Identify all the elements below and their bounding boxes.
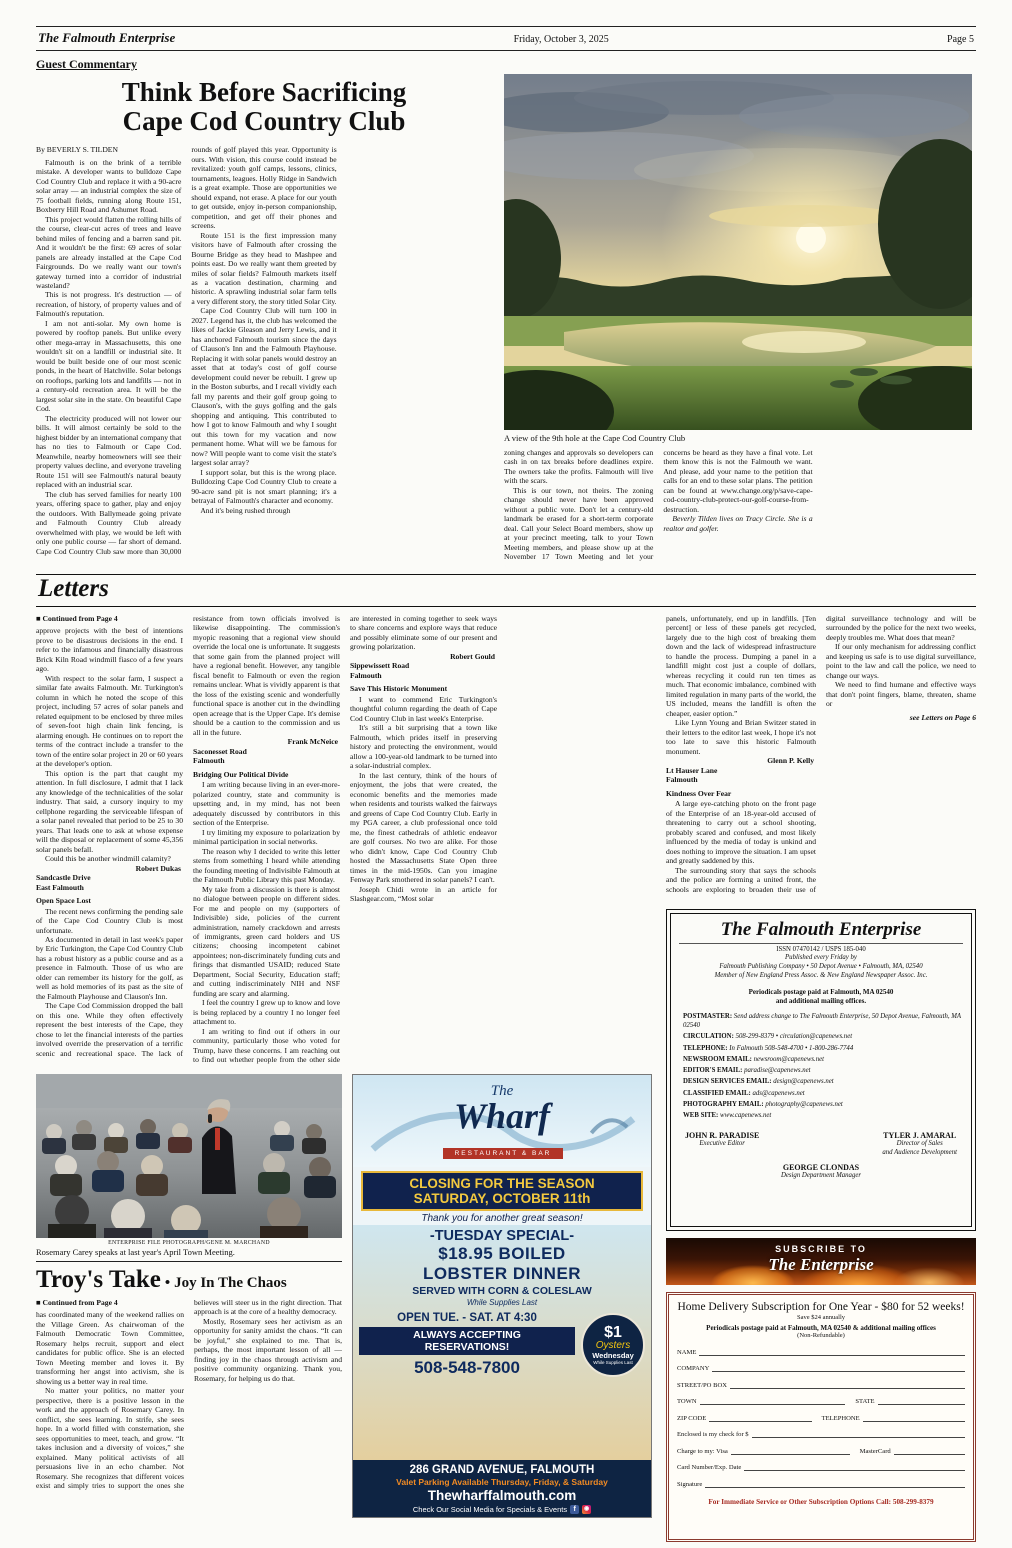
page-header [36,26,976,51]
name-field-label: NAME [677,1348,697,1356]
tuesday-special [353,1225,651,1309]
signature-field[interactable] [705,1482,965,1488]
paragraph: I want to commend Eric Turkington's thoughtful column regarding the death of Cape Cod Country Club in last week's Enterprise. [350,694,497,723]
telephone-field-label: TELEPHONE [821,1414,860,1422]
issue-date: Friday, October 3, 2025 [513,34,609,45]
wharf-tagline: RESTAURANT & BAR [443,1148,563,1159]
paragraph: I am not anti-solar. My own home is powered by rooftop panels. But unlike every other mega-array in Massachusetts, this one wouldn't sit on a landfill or industrial site. It would be built beside one of our most scenic ponds, in the heart of Hatchville. Solar belongs on rooftops, parking lots and landfills — not in a century-old recreation area. It will be the largest solar site in the state. On beautiful Cape Cod. [36,318,182,414]
masthead-postage [679,988,963,1007]
paragraph: I try limiting my exposure to polarization by minimal participation in social networks. [193,827,340,847]
paragraph: A large eye-catching photo on the front page of the Enterprise of an 18-year-old accused of threatening to carry out a school shooting, probably scared and confused, and most likely influenced by the media of today is unkind and does nothing to improve the situation. I am upset and greatly saddened by this. [666,799,816,866]
form-row-zip-phone [677,1415,965,1422]
staff-sales [882,1131,957,1158]
subscription-nonrefundable: (Non-Refundable) [797,1332,845,1339]
card-field-label: Card Number/Exp. Date [677,1464,742,1471]
social-text: Check Our Social Media for Specials & Events [412,1505,568,1514]
guest-commentary-section [36,57,976,568]
paragraph: I am writing to find out if others in our community, particularly those who voted for Trump, have these concerns. I am reaching out to find out whether people from the other side are interested in coming together to seek ways to share concerns and explore ways that reduce and possibly eliminate some of our present and growing polarization. [193,614,497,1065]
paragraph: This is not progress. It's destruction — of recreation, of history, of property values and of Falmouth's reputation. [36,290,182,319]
letter-heading: Open Space Lost [36,896,91,906]
state-field-label: STATE [855,1398,875,1405]
oyster-day: Wednesday [592,1351,634,1361]
staff-role: Executive Editor [699,1139,745,1147]
reservations-line-2: RESERVATIONS! [424,1341,510,1354]
paragraph: It's still a bit surprising that a town like Falmouth, which prides itself in preserving history and protecting the environment, would allow a 100-year-old landmark to be turned into a solar-industrial complex. [350,723,497,771]
wharf-logo-area [353,1075,651,1167]
paragraph-continued: approve projects with the best of intentions prove to be disastrous decisions in the end. I refer to the infamous and financially disastrous Brick Kiln Road windmill fiasco of a few years ago. [36,626,183,674]
section-kicker: Guest Commentary [36,57,137,71]
article-body-left [36,145,492,565]
jump-line: see Letters on Page 6 [909,712,976,722]
form-row-town-state [677,1398,965,1405]
paragraph: My take from a discussion is there is almost no dialogue between people on different sides. For me and people on my (supporters of Indivisible) side, policies of the current administration, namely crackdown and arrests of immigrants, green card holders and US citizens; choosing incompetent cabinet appointees; non-discriminately funding cuts and firings that dismantled USAID; reduced State Department, Social Security, Education staff; and cutting indiscriminately NIH and NSF funding are scary and alarming. [193,884,340,998]
masthead-issn: ISSN 07470142 / USPS 185-040 [776,946,866,953]
paragraph: Cape Cod Country Club will turn 100 in 2027. Legend has it, the club has welcomed the likes of Jackie Gleason and Jerry Lewis, and it has anchored Falmouth tourism since the days of Clauson's Inn and the Falmouth Playhouse. Replacing it with solar panels would destroy an asset that at today's cost of golf course development could never be rebuilt. I grew up in the Boston suburbs, and I recall vividly each fall my parents and their golf group going to Clauson's, with the guys golfing and the gals shopping and antiquing. This contributed to how I got to know Falmouth and why I sought out this town for my vacation and now permanent home. What will we be famous for now? Will people want to come visit the state's largest solar array? [191,306,337,468]
subscribe-to-label: SUBSCRIBE TO [775,1244,867,1254]
name-field[interactable] [699,1350,965,1356]
open-hours: OPEN TUE. - SAT. AT 4:30 [397,1312,537,1324]
paragraph: The club has served families for nearly 100 years, offering space to gather, play and enjoy the outdoors. With Ballymeade going private and Falmouth Country Club already overwhelmed with play, we would be left with only one public course — far short of demand. Cape Cod Country Club saw more than 30,000 rounds of golf played this year. Opportunity is ours. With vision, this course could instead be revitalized: youth golf camps, lessons, clinics, tournaments, leagues. Holly Ridge in Sandwich is a great example. Those are opportunities we should expand, not erase. A place for our youth to get outside, enjoy in-person companionship, competition, and get off their phones and screens. [36,145,337,556]
headline-line-1: Think Before Sacrificing [121,77,407,107]
thanks-line: Thank you for another great season! [421,1213,583,1224]
letter-address-line: Sippewissett Road [350,661,410,671]
paragraph: Like Lynn Young and Brian Switzer stated in their letters to the editor last week, I hope it's not too late to save this historic Falmouth monument. [666,718,816,756]
headline-line-2: Cape Cod Country Club [122,105,406,136]
paragraph: This option is the part that caught my attention. In full disclosure, I admit that I lack any knowledge of the technicalities of the solar industry. That said, a cursory inquiry to my cellphone regarding the serviceable lifespan of a solar panel revealed that period to be 25 to 30 years. That leads one to ask at whose expense will the disposal or replacement of some 45,356 solar panels befall. [36,768,183,854]
page-number: Page 5 [947,34,974,45]
golf-photo-caption: A view of the 9th hole at the Cape Cod Country Club [504,433,686,443]
paragraph: No matter your politics, no matter your perspective, there is a positive lesson in the work and the approach of Rosemary Carey. In conflict, she sees learning. In strife, she sees hope. In a world filled with consternation, she sees opportunities to meet, teach, and grow. “It takes inclusion and a diversity of voices,” she explained. Many political activists of all persuasions live in an echo chamber. Not Rosemary. She recognizes that different voices exist and simply tries to support the ones she believes will steer us in the right direction. That approach is at the core of a healthy democracy. [36,1298,342,1491]
troys-take-headline [36,1261,342,1294]
continued-marker: ■ Continued from Page 4 [36,1298,118,1307]
letter-signature: Frank McNeice [287,737,338,747]
byline: By BEVERLY S. TILDEN [36,145,118,155]
staff-role: Design Department Manager [780,1172,862,1180]
letters-columns-right [666,614,976,902]
subscription-form [666,1292,976,1542]
staff-editor [685,1131,759,1158]
photo-credit: ENTERPRISE FILE PHOTOGRAPH/GENE M. MARCHAND [108,1240,270,1246]
subscription-save-note: Save $24 annually [796,1314,846,1321]
oyster-special-badge [581,1313,645,1377]
wharf-website: Thewharffalmouth.com [427,1488,577,1503]
wharf-address: 286 GRAND AVENUE, FALMOUTH [409,1464,595,1476]
reservations-band [359,1327,575,1355]
subscription-postage: Periodicals postage paid at Falmouth, MA 02540 & additional mailing offices [706,1324,936,1332]
author-note: Beverly Tilden lives on Tracy Circle. She is a realtor and golfer. [663,514,813,533]
troys-take-subtitle: Joy In The Chaos [174,1275,287,1291]
street-field-label: STREET/PO BOX [677,1381,728,1389]
mastercard-field-label: MasterCard [859,1447,891,1455]
zip-field[interactable] [709,1416,811,1422]
paragraph: The reason why I decided to write this letter stems from something I heard while attending the founding meeting of Indivisible Falmouth at the Falmouth Public Library this past Monday. [193,846,340,885]
special-item: LOBSTER DINNER [422,1264,582,1283]
facebook-icon: f [570,1505,579,1514]
masthead-name: The Falmouth Enterprise [679,919,963,944]
letter-heading: Bridging Our Political Divide [193,769,289,779]
visa-field[interactable] [731,1449,850,1455]
masthead-line: NEWSROOM EMAIL: newsroom@capenews.net [683,1055,824,1063]
masthead-line: DESIGN SERVICES EMAIL: design@capenews.net [683,1078,834,1086]
masthead-publisher: Falmouth Publishing Company • 50 Depot Avenue • Falmouth, MA, 02540 [719,963,923,971]
special-price: $18.95 BOILED [438,1244,566,1263]
masthead-published: Published every Friday by [785,954,857,961]
paragraph-continued: panels, unfortunately, end up in landfills. [Ten percent] or less of these panels get recycled, largely due to the high cost of breaking them down and the lack of widespread infrastructure to handle the process. Dumping a panel in a landfill might cost just a couple of dollars, whereas recycling it could run ten times as much. That economic imbalance, combined with limited regulation in many parts of the world, the US included, means the landfill is often the cheaper, easier option.” [666,614,816,718]
wharf-footer [353,1460,651,1517]
masthead-line: WEB SITE: www.capenews.net [683,1111,772,1119]
telephone-field[interactable] [863,1416,965,1422]
paragraph: Falmouth is on the brink of a terrible mistake. A developer wants to bulldoze Cape Cod Country Club and replace it with a 90-acre solar array — an industrial complex the size of 75 football fields, running along Route 151, Boxberry Hill Road and Ashumet Road. [36,157,182,215]
article-headline [46,78,482,135]
social-line [355,1505,649,1514]
paragraph: Joseph Chidi wrote in an article for Slashgear.com, “Most solar [350,884,497,904]
letter-address-line: Falmouth [350,670,382,680]
form-row-charge [677,1448,965,1455]
letter-address-line: Falmouth [193,756,225,766]
company-field-label: COMPANY [677,1365,710,1372]
closing-line-2: SATURDAY, OCTOBER 11th [413,1191,591,1206]
check-amount-field[interactable] [752,1432,965,1438]
troys-take-area [36,1074,342,1518]
letters-section-header [36,574,976,607]
wharf-phone: 508-548-7800 [414,1358,520,1378]
town-meeting-photo [36,1074,342,1238]
letter-address-line: Saconesset Road [193,746,247,756]
paragraph: If our only mechanism for addressing conflict and keeping us safe is to use digital surveillance, point to the law and call the police, we need to change our ways. [826,642,976,680]
wharf-name-the: The [490,1083,514,1099]
masthead-line: PHOTOGRAPHY EMAIL: photography@capenews.net [683,1100,843,1108]
letters-columns-left [36,614,654,1066]
paragraph: Mostly, Rosemary sees her activism as an opportunity for sanity amidst the chaos. “It can be joyful,” she explained to me. That is, perhaps, the most important lesson of all — finding joy in the chaos through activism and positive community organizing. Thank you, Rosemary, for helping us do that. [194,1316,342,1383]
special-label: -TUESDAY SPECIAL- [429,1228,575,1244]
reservations-line-1: ALWAYS ACCEPTING [413,1329,521,1341]
staff-role: and Audience Development [882,1148,957,1156]
paragraph: In the last century, think of the hours of enjoyment, the jobs that were created, the economic benefits and the memories made when residents and tourists walked the fairways and greens of Cape Cod Country Club. Early in my PGA career, a club professional once told me, the finest cathedrals of athletic endeavor are golf courses. No two are alike. For those who didn't know, Cape Cod Country Club hosted the Massachusetts State Open three times in the mid-1950s. Can you imagine Fenway Park smothered in solar panels? I can't. [350,770,497,885]
company-field[interactable] [712,1366,965,1372]
troys-take-bullet: • [164,1275,171,1291]
special-sides: SERVED WITH CORN & COLESLAW [412,1285,592,1297]
paragraph: I feel the country I grew up to know and love is being replaced by a country I no longer feel attachment to. [193,998,340,1027]
letter-heading: Kindness Over Fear [666,788,732,798]
state-field[interactable] [878,1399,965,1405]
letters-heading: Letters [38,575,109,602]
wharf-beach-area [353,1225,651,1460]
town-field-label: TOWN [677,1398,697,1405]
newspaper-name: The Falmouth Enterprise [38,30,176,45]
oyster-price: $1 [604,1324,622,1342]
form-row-card [677,1464,965,1471]
masthead-line: POSTMASTER: Send address change to The Falmouth Enterprise, 50 Depot Avenue, Falmouth, MA 02540 [683,1013,961,1030]
paragraph: As documented in detail in last week's paper by Eric Turkington, the Cape Cod Country Club has a robust history as a public course and as a presence in Falmouth. Those of us who are older can remember its history for the golf, as well as hold memories of its past as the site of the Falmouth Playhouse and Clauson's Inn. [36,934,183,1001]
paragraph-continued: has coordinated many of the weekend rallies on the Village Green. As chairwoman of the Falmouth Democratic Town Committee, Rosemary helps recruit, support and elect candidates for public office. She is an elected Town Meeting member and loves it. By transforming her angst into activism, she is showing us a better way in real time. [36,1310,184,1386]
paragraph-continued: zoning changes and approvals so developers can cash in on tax breaks before deadlines expire. The owners take the profits. Falmouth will live with the scars. [504,448,654,486]
paragraph: Route 151 is the first impression many visitors have of Falmouth after crossing the Bourne Bridge as they head to Mashpee and points east. Do we really want them greeted by miles of solar fields? Falmouth markets itself as a vacation destination, charming and historic. A sprawling industrial solar farm tells a very different story, the story titled Solar City. [191,230,337,306]
masthead-line: CLASSIFIED EMAIL: ads@capenews.net [683,1089,805,1097]
troys-take-body [36,1298,342,1504]
mastercard-field[interactable] [894,1449,965,1455]
instagram-icon: ◉ [583,1506,590,1512]
supplies-note: While Supplies Last [466,1298,538,1307]
valet-note: Valet Parking Available Thursday, Friday, & Saturday [396,1477,608,1487]
letter-signature: Glenn P. Kelly [767,756,814,766]
wharf-name: Wharf [453,1096,551,1136]
postage-line-1: Periodicals postage paid at Falmouth, MA 02540 [748,987,894,996]
form-row-signature [677,1481,965,1488]
masthead-line: TELEPHONE: In Falmouth 508-548-4700 • 1-800-286-7744 [683,1044,854,1052]
card-number-field[interactable] [744,1465,965,1471]
letter-heading: Save This Historic Monument [350,684,448,694]
paragraph: The Cape Cod Commission dropped the ball on this one. While they often effectively represent the best interests of the Cape, they chose to let the financial interests of the parties involved override the preservation of a terrific scenic and recreational space. The lack of resistance from town officials involved is likewise disappointing. The commission's myopic reasoning that a regional view should override the local one is unfortunate. It suggests that some gain from the planned project will have a regional benefit. However, any tangible fiscal benefit to Falmouth or even the region remains unclear. What is vividly apparent is that the loss of the existing scenic and wonderfully functional space is another cut in the dwindling open acreage that is the Upper Cape. It's demise should be a caution to the commission and us all in the future. [36,614,340,1058]
oyster-note: While Supplies Last [593,1359,633,1365]
golf-course-photo [504,74,972,430]
postage-line-2: and additional mailing offices. [775,996,867,1005]
paragraph: The electricity produced will not lower our bills. It will almost certainly be sold to the highest bidder by an international company that has no ties to Falmouth or Cape Cod. Meanwhile, nearby homeowners will see their property values decline, and everyone traveling Route 151 will see Falmouth's natural beauty replaced with an industrial scar. [36,413,182,490]
letter-signature: Robert Gould [450,651,495,661]
commentary-left [36,74,492,568]
masthead-member: Member of New England Press Assoc. & New England Newspaper Assoc. Inc. [714,972,928,980]
form-row-company [677,1365,965,1372]
paragraph: The surrounding story that says the schools and the police are forming a united front, the schools are exploring to broaden their use of digital surveillance technology and will be surrounded by the police for the next two weeks, deeply troubles me. What does that mean? [666,614,976,894]
letter-signature: Robert Dukas [135,863,181,873]
letter-address-line: Falmouth [666,775,698,785]
form-row-name [677,1349,965,1356]
check-field-label: Enclosed is my check for $ [677,1431,749,1438]
commentary-right [504,74,972,568]
paragraph: And it's being rushed through [200,505,291,515]
staff-name: TYLER J. AMARAL [883,1130,957,1140]
paragraph: We need to find humane and effective ways that don't point fingers, blame, threaten, shame or [826,680,976,709]
meeting-photo-caption: Rosemary Carey speaks at last year's April Town Meeting. [36,1247,235,1257]
troys-take-title: Troy's Take [36,1266,161,1293]
paragraph: This project would flatten the rolling hills of the course, clear-cut acres of trees and leave behind miles of fencing and a barren sand pit. And it wouldn't be the first: 69 acres of solar panels are already installed at the Cape Cod Fairgrounds. Do we really want our town's gateway turned into a corridor of industrial wasteland? [36,214,182,290]
paragraph: I am writing because living in an ever-more-polarized country, state and community is upsetting and, in my mind, has not been adequately discussed by contributors in this section of the Enterprise. [193,780,340,828]
masthead-line: CIRCULATION: 508-299-8379 • circulation@capenews.net [683,1033,853,1041]
form-row-check [677,1431,965,1438]
masthead-line: EDITOR'S EMAIL: paradise@capenews.net [683,1067,811,1075]
closing-line-1: CLOSING FOR THE SEASON [409,1176,595,1191]
article-body-right [504,448,972,568]
letter-address-line: Sandcastle Drive [36,873,91,883]
town-field[interactable] [700,1399,846,1405]
enterprise-script-name: The Enterprise [768,1255,874,1274]
paragraph: This is our town, not theirs. The zoning change should never have been approved without a public vote. Don't let a century-old landmark be erased for a short-term corporate deal. Call your Select Board members, show up at your precinct meeting, talk to your Town Meeting members, and please show up at the November 17 Town Meeting and let your concerns be heard as they have a final vote. Let them know this is not the Falmouth we want. And please, add your name to the petition that calls for an end to these solar plans. The petition can be found at www.change.org/p/save-cape-cod-country-club-protect-our-golf-course-from-destruction. [504,448,813,562]
continued-marker: ■ Continued from Page 4 [36,614,118,623]
masthead-contact-lines [683,1013,963,1120]
street-field[interactable] [730,1383,965,1389]
wharf-restaurant-ad [352,1074,652,1518]
signature-field-label: Signature [677,1480,703,1488]
staff-name: JOHN R. PARADISE [685,1130,760,1140]
masthead-box [666,909,976,1231]
form-row-street [677,1382,965,1389]
closing-notice [361,1171,643,1211]
paragraph: I support solar, but this is the wrong place. Bulldozing Cape Cod Country Club to create a 90-acre sand pit is not smart planning; it's a betrayal of Falmouth's character and economy. [191,467,337,506]
zip-field-label: ZIP CODE [677,1414,707,1422]
paragraph: With respect to the solar farm, I suspect a similar fate awaits Falmouth. Mr. Turkington's column in which he noted the scope of this project, including 57 acres of solar panels and related equipment to be enclosed by three miles of seven-foot high chain link fencing, is alarming enough. He continues on to report the terms of the contract include a transfer to the town of the entire solar project in 20 or 60 years at the developer's option. [36,673,183,769]
paragraph: Could this be another windmill calamity? [45,854,171,864]
staff-design [679,1163,963,1181]
letter-address-line: Lt Hauser Lane [666,765,718,775]
visa-field-label: Charge to my: Visa [677,1447,728,1455]
subscription-footer: For Immediate Service or Other Subscription Options Call: 508-299-8379 [708,1497,934,1506]
paragraph: The recent news confirming the pending sale of the Cape Cod Country Club is most unfortunate. [36,906,183,935]
staff-role: Director of Sales [896,1139,943,1147]
oyster-item: Oysters [595,1340,631,1352]
letter-address-line: East Falmouth [36,882,84,892]
subscription-title: Home Delivery Subscription for One Year - $80 for 52 weeks! [677,1301,965,1313]
subscribe-banner [666,1238,976,1285]
staff-name: GEORGE CLONDAS [782,1163,860,1173]
